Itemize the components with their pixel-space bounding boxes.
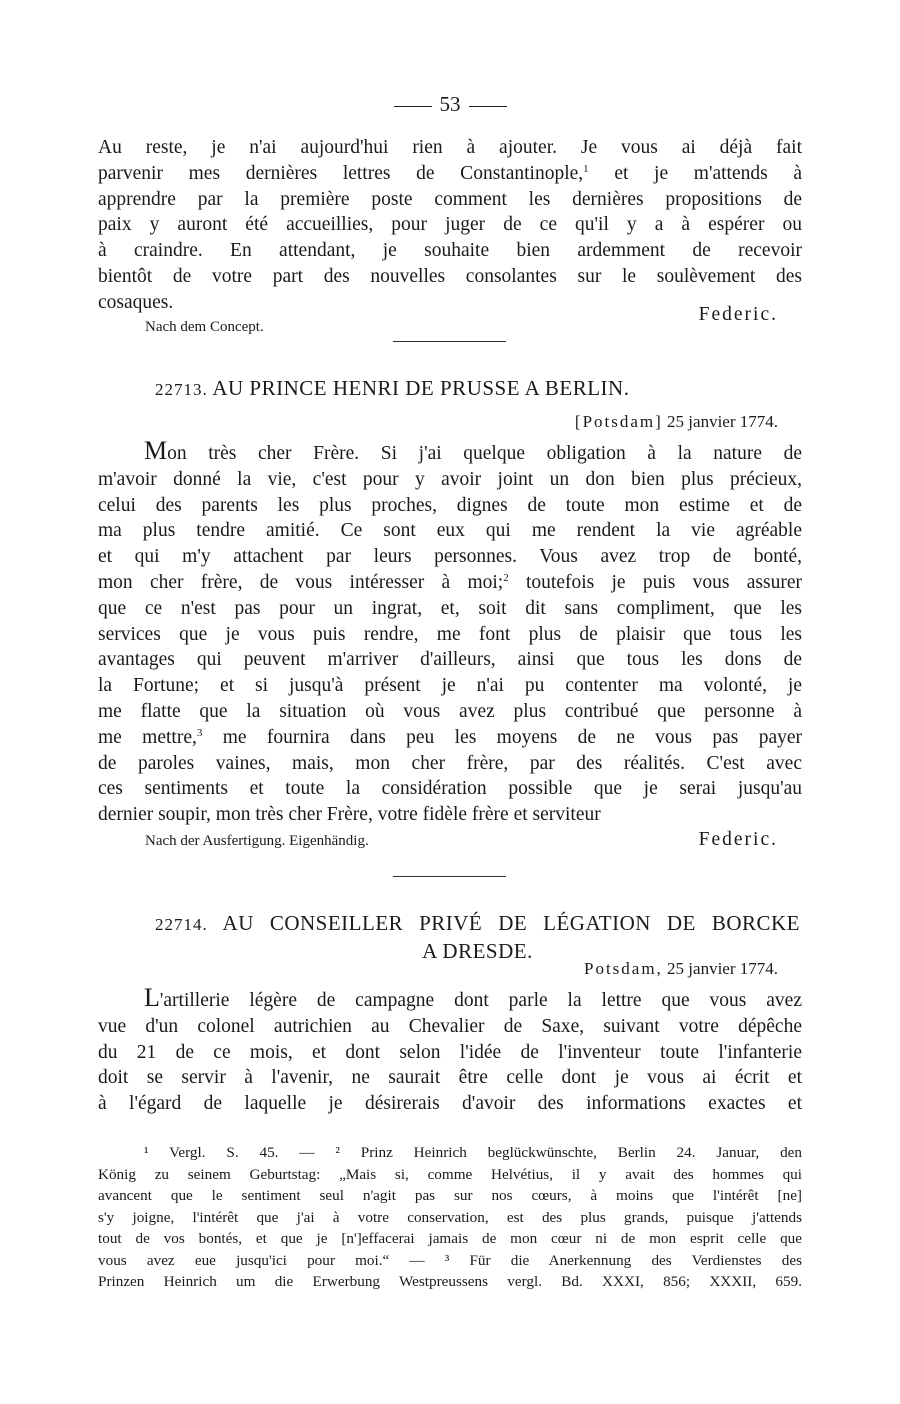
text-line: Mon très cher Frère. Si j'ai quelque obligation à la nature de (144, 436, 802, 465)
place: [Potsdam] (574, 412, 663, 431)
text-line: doit se servir à l'avenir, ne saurait être celle dont je vous ai écrit et (98, 1067, 802, 1089)
text-line: Au reste, je n'ai aujourd'hui rien à ajouter. Je vous ai déjà fait (98, 137, 802, 158)
text-line: et qui m'y attachent par leurs personnes. Vous avez trop de bonté, (98, 546, 802, 568)
text-line: dernier soupir, mon très cher Frère, votre fidèle frère et serviteur (98, 804, 601, 826)
letter-body (98, 985, 802, 1117)
text-line: bientôt de votre part des nouvelles consolantes sur le soulèvement des (98, 265, 802, 287)
date: 25 janvier 1774. (667, 412, 778, 431)
text-line: ma plus tendre amitié. Ce sont eux qui me rendent la vie agréable (98, 520, 802, 542)
letter-number: 22713. (155, 380, 208, 399)
text-line: que ce n'est pas pour un ingrat, et, soit dit sans compliment, que les (98, 597, 802, 619)
letter-heading (155, 910, 800, 964)
source-note: Nach dem Concept. (145, 319, 264, 335)
letter-title: AU PRINCE HENRI DE PRUSSE A BERLIN. (212, 376, 630, 400)
footnote-ref: 1 (583, 162, 589, 175)
text-line: ces sentiments et toute la considération possible que je serai jusqu'au (98, 778, 802, 800)
text-line: celui des parents les plus proches, dignes de toute mon estime et de (98, 494, 802, 516)
text-line: cosaques. (98, 291, 174, 313)
footnote-line: ¹ Vergl. S. 45. — ² Prinz Heinrich beglückwünschte, Berlin 24. Januar, den (144, 1144, 802, 1161)
text-line: mon cher frère, de vous intéresser à moi;$^2$ toutefois je puis vous assurer (98, 571, 802, 593)
text-line: de paroles vaines, mais, mon cher frère, par des réalités. C'est avec (98, 752, 802, 774)
page-header (0, 92, 900, 116)
text-line: paix y auront été accueillies, pour juger de ce qu'il y a à espérer ou (98, 214, 802, 236)
heading-line: A DRESDE. (422, 939, 533, 963)
initial-letter: M (144, 436, 168, 465)
footnote-ref: 3 (196, 726, 203, 739)
footnote-line: König zu seinem Geburtstag: „Mais si, comme Helvétius, il y avait des hommes qui (98, 1165, 802, 1183)
header-dash-right (469, 106, 507, 107)
letter-continuation (98, 135, 802, 316)
heading-line (155, 910, 800, 938)
section-divider (393, 341, 506, 342)
header-dash-left (394, 106, 432, 107)
footnote-line: s'y joigne, l'intérêt que j'ai à votre conservation, est des plus grands, puisque j'attends (98, 1208, 802, 1226)
letter-body (98, 438, 802, 828)
text-line: L'artillerie légère de campagne dont parle la lettre que vous avez (144, 983, 802, 1012)
text-line: avantages qui peuvent m'arriver d'ailleurs, ainsi que tous les dons de (98, 649, 802, 671)
text-line: à craindre. En attendant, je souhaite bien ardemment de recevoir (98, 240, 802, 262)
place: Potsdam, (583, 959, 663, 978)
footnote-line: Prinzen Heinrich um die Erwerbung Westpreussens vergl. Bd. XXXI, 856; XXXII, 659. (98, 1273, 802, 1290)
page-number: 53 (439, 92, 461, 116)
text-line: me flatte que la situation où vous avez plus contribué que personne à (98, 700, 802, 722)
text-line: m'avoir donné la vie, c'est pour y avoir joint un don bien plus précieux, (98, 468, 802, 490)
footnote-line: vous avez eue jusqu'ici pour moi.“ — ³ Für die Anerkennung des Verdienstes des (98, 1251, 802, 1269)
text-line: à l'égard de laquelle je désirerais d'avoir des informations exactes et (98, 1093, 802, 1115)
text-line: du 21 de ce mois, et dont selon l'idée de l'inventeur toute l'infanterie (98, 1041, 802, 1063)
letter-number: 22714. (155, 915, 208, 934)
signature: Federic. (698, 304, 778, 325)
text-line: la Fortune; et si jusqu'à présent je n'ai pu contenter ma volonté, je (98, 675, 802, 697)
section-divider (393, 876, 506, 877)
date: 25 janvier 1774. (667, 959, 778, 978)
source-note: Nach der Ausfertigung. Eigenhändig. (145, 833, 369, 849)
text-line: apprendre par la première poste comment les dernières propositions de (98, 188, 802, 210)
footnote-line: tout de vos bontés, et que je [n']effacerai jamais de mon cœur ni de mon esprit celle que (98, 1230, 802, 1247)
dateline (584, 959, 778, 979)
text-line: parvenir mes dernières lettres de Constantinople,$^1$ et je m'attends à (98, 162, 803, 184)
signature: Federic. (698, 829, 778, 850)
text-line: vue d'un colonel autrichien au Chevalier de Saxe, suivant votre dépêche (98, 1015, 802, 1037)
text-line: me mettre,$^3$ me fournira dans peu les moyens de ne vous pas payer (98, 726, 803, 748)
footnote-ref: 2 (503, 571, 509, 584)
initial-letter: L (144, 983, 160, 1012)
letter-heading (155, 375, 800, 403)
dateline (575, 412, 778, 432)
footnote-line: avancent que le sentiment seul n'agit pas sur nos cœurs, à moins que l'intérêt [ne] (98, 1187, 802, 1204)
footnotes (98, 1142, 802, 1293)
text-line: services que je vous puis rendre, me font plus de plaisir que tous les (98, 623, 802, 645)
letter-title: AU CONSEILLER PRIVÉ DE LÉGATION DE BORCKE (222, 911, 801, 935)
